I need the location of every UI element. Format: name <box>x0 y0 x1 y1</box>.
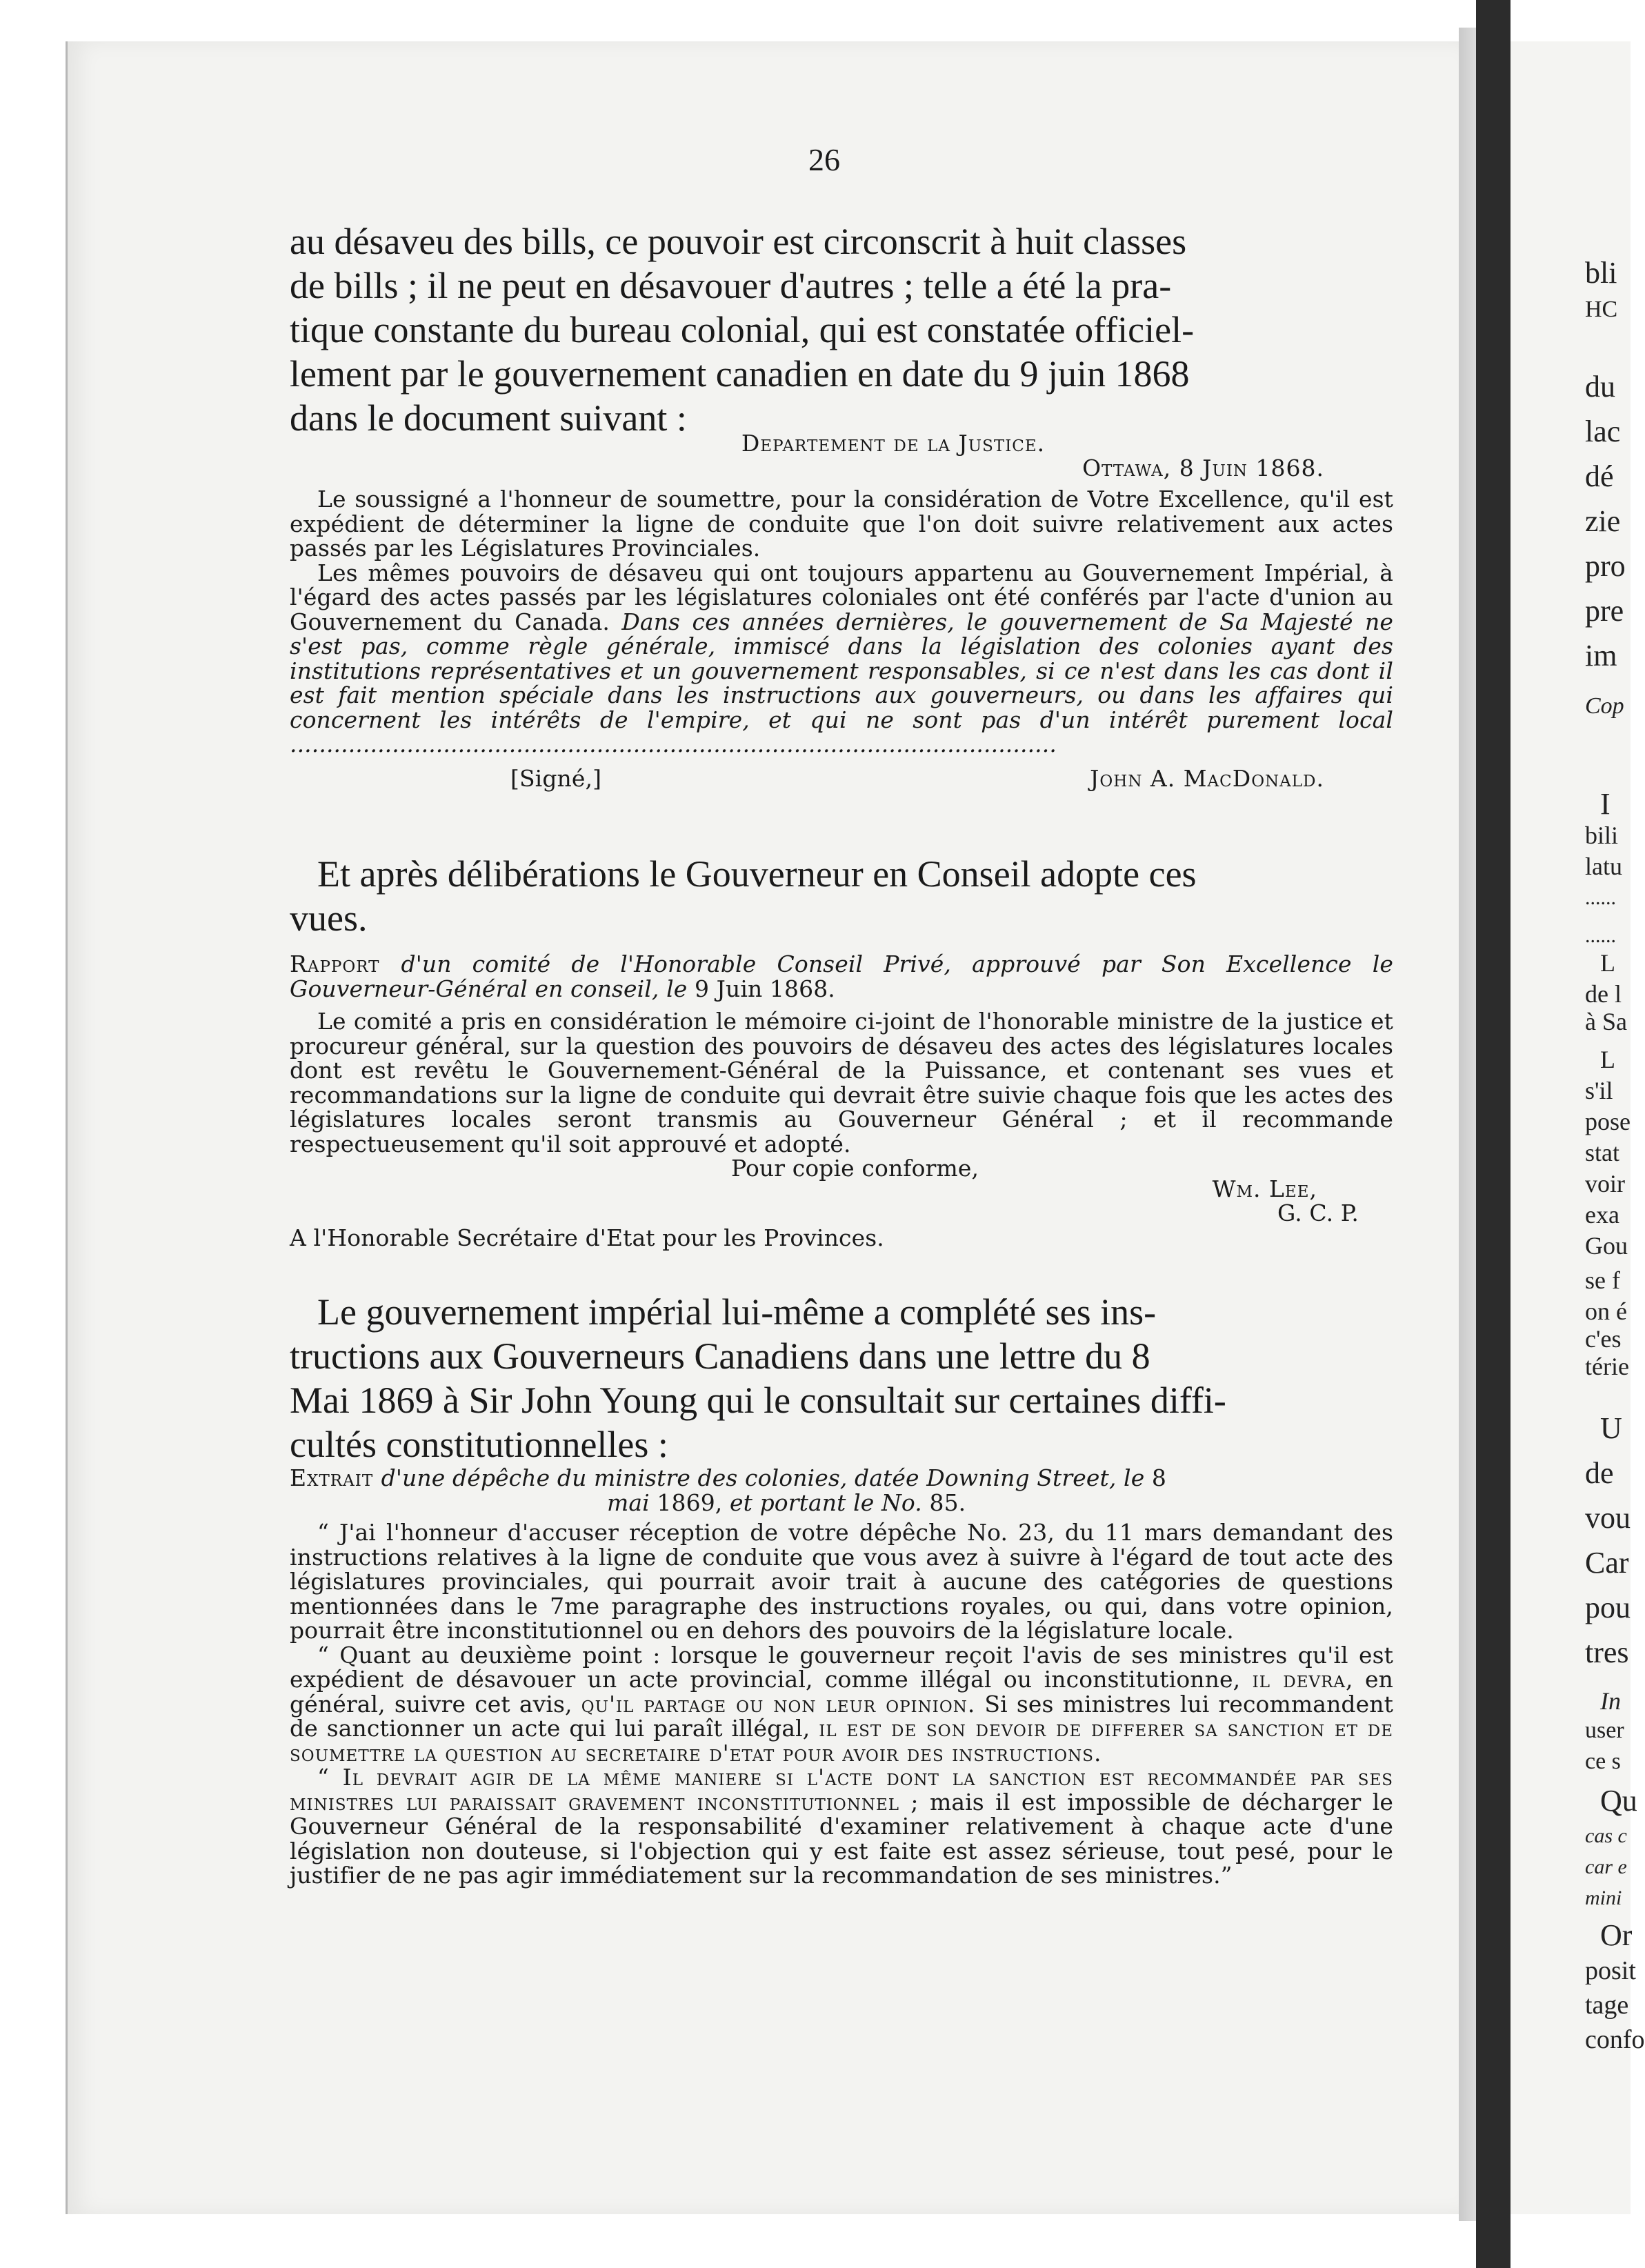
dispatch-number-label: et portant le No. <box>729 1489 922 1516</box>
text-line: dans le document suivant : <box>290 397 687 439</box>
fragment-line: bli <box>1585 256 1617 290</box>
imperial-paragraph <box>290 1290 1393 1466</box>
fragment-line: confo <box>1585 2025 1645 2054</box>
colonial-dispatch <box>290 1466 1393 1888</box>
fragment-line: on é <box>1585 1297 1627 1325</box>
fragment-line: ...... <box>1585 924 1616 947</box>
text-line: de bills ; il ne peut en désavouer d'autres ; telle a été la pra- <box>290 265 1172 306</box>
fragment-line: pre <box>1585 594 1624 628</box>
fragment-line: im <box>1585 639 1617 673</box>
report-lead: Rapport <box>290 951 401 977</box>
fragment-line: dé <box>1585 459 1614 493</box>
text-line: au désaveu des bills, ce pouvoir est circonscrit à huit classes <box>290 221 1187 262</box>
fragment-line: posit <box>1585 1956 1636 1985</box>
fragment-line: exa <box>1585 1201 1619 1228</box>
department-heading: Departement de la Justice. <box>741 430 1046 457</box>
fragment-line: de l <box>1585 980 1622 1008</box>
dispatch-text: “ Quant au deuxième point : lorsque le gouverneur reçoit l'avis de ses ministres qu'il est expédient de désavouer un acte provincial, comme illégal ou inconstitutionne, <box>290 1641 1393 1693</box>
dispatch-number: 85. <box>921 1489 966 1516</box>
fragment-line: à Sa <box>1585 1008 1627 1035</box>
fragment-line: I <box>1600 787 1611 821</box>
dispatch-emphasis: il devra <box>1252 1666 1346 1693</box>
dispatch-year: 1869, <box>649 1489 730 1516</box>
fragment-line: zie <box>1585 504 1621 538</box>
fragment-line: cas c <box>1585 1824 1627 1847</box>
scan-left-margin <box>0 0 66 2268</box>
fragment-line: U <box>1600 1411 1622 1445</box>
dispatch-paragraph: “ J'ai l'honneur d'accuser réception de votre dépêche No. 23, du 11 mars demandant des instructions relatives à la ligne de conduite que vous avez à suivre à l'égard de tout acte des législatures provinciales, qui pourrait avoir trait à aucune des catégories de questions mentionnées dans le 7me paragraphe des instructions royales, ou qui, dans votre opinion, pourrait être inconstitutionnel ou en dehors des pouvoirs de la législature locale. <box>290 1519 1393 1644</box>
fragment-line: vou <box>1585 1501 1631 1535</box>
dispatch-heading <box>290 1466 1393 1491</box>
fragment-line: térie <box>1585 1353 1629 1380</box>
dispatch-heading-cont <box>290 1491 1393 1515</box>
addressee-line: A l'Honorable Secrétaire d'Etat pour les Provinces. <box>290 1224 884 1251</box>
fragment-line: Or <box>1600 1918 1633 1952</box>
dispatch-paragraph <box>290 1765 1393 1888</box>
dispatch-lead: Extrait <box>290 1464 381 1491</box>
fragment-line: L <box>1600 1046 1615 1073</box>
dateline: Ottawa, 8 Juin 1868. <box>1082 454 1324 481</box>
fragment-line: ce s <box>1585 1749 1621 1774</box>
fragment-line: Car <box>1585 1546 1629 1580</box>
privy-council-report <box>290 952 1393 1250</box>
adjacent-page-fragment <box>1511 41 1645 2214</box>
fragment-line: Gou <box>1585 1232 1628 1260</box>
report-title-italic: d'un comité de l'Honorable Conseil Privé, approuvé par Son Excellence le Gouverneur-Général en conseil, le <box>290 951 1393 1002</box>
dispatch-text: Si ses ministres lui recommandent de sanctionner un acte qui lui paraît illégal, <box>290 1690 1393 1742</box>
fragment-line: pro <box>1585 549 1626 583</box>
clerk-name: Wm. Lee, <box>1212 1175 1317 1202</box>
dispatch-text: , en général, suivre cet avis, <box>290 1666 1393 1718</box>
fragment-line: bili <box>1585 822 1619 849</box>
memo-italic-text: Dans ces années dernières, le gouvernement de Sa Majesté ne s'est pas, comme règle générale, immiscé dans la législation des colonies ayant des institutions représentatives et un gouvernement responsables, si ce n'est dans les cas dont il est fait mention spéciale dans les instructions aux gouverneurs, ou dans les affaires qui concernent les intérêts de l'empire, et qui ne sont pas d'un intérêt purement local ..... <box>290 608 1393 758</box>
fragment-line: Cop <box>1585 693 1624 719</box>
report-paragraph: Le comité a pris en considération le mémoire ci-joint de l'honorable ministre de la justice et procureur général, sur la question des pouvoirs de désaveu des actes des législatures locales dont est revêtu le Gouvernement-Général de la Puissance, et contenant ses vues et recommandations sur la ligne de conduite qui devrait être suivie chaque fois que les actes des législatures locales seront transmis au Gouverneur Général ; et il recommande respectueusement qu'il soit approuvé et adopté. <box>290 1008 1393 1157</box>
council-adoption <box>290 852 1393 940</box>
signatory-name: John A. MacDonald. <box>1090 764 1324 792</box>
dispatch-title-italic: d'une dépêche du ministre des colonies, datée Downing Street, le <box>381 1464 1145 1491</box>
page-number: 26 <box>808 142 840 177</box>
signature-line <box>290 766 1393 791</box>
fragment-line: s'il <box>1585 1077 1613 1104</box>
fragment-line: lac <box>1585 415 1621 448</box>
fragment-line: pose <box>1585 1108 1631 1135</box>
memo-paragraph <box>290 561 1393 757</box>
dispatch-month: mai <box>607 1489 650 1516</box>
fragment-line: de <box>1585 1456 1614 1490</box>
fragment-line: In <box>1600 1687 1621 1715</box>
fragment-line: user <box>1585 1718 1624 1743</box>
fragment-line: stat <box>1585 1139 1619 1166</box>
clerk-title: G. C. P. <box>1277 1200 1359 1226</box>
dispatch-paragraph <box>290 1643 1393 1766</box>
fragment-line: latu <box>1585 853 1622 880</box>
fragment-line: tres <box>1585 1635 1629 1669</box>
dispatch-day: 8 <box>1144 1464 1167 1491</box>
signature-mark: [Signé,] <box>510 764 602 792</box>
text-line: cultés constitutionnelles : <box>290 1424 668 1465</box>
dispatch-emphasis: qu'il partage ou non leur opinion. <box>581 1690 976 1718</box>
fragment-line: L <box>1600 949 1615 977</box>
memo-text: Les mêmes pouvoirs de désaveu qui ont toujours appartenu au Gouvernement Impérial, à l'égard des actes passés par les législatures coloniales ont été conférés par l'acte d'union au Gouvernement du Canada. <box>290 559 1393 635</box>
text-line: lement par le gouvernement canadien en date du 9 juin 1868 <box>290 353 1190 395</box>
dispatch-emphasis: “ Il devrait agir de la même maniere si l'acte dont la sanction est recommandée par ses ministres lui paraissait gravement inconstitutionnel <box>290 1764 1393 1816</box>
copy-line: Pour copie conforme, <box>731 1155 979 1182</box>
fragment-line: c'es <box>1585 1325 1622 1353</box>
fragment-line: se f <box>1585 1266 1620 1294</box>
fragment-line: car e <box>1585 1856 1627 1878</box>
text-line: Le gouvernement impérial lui-même a complété ses ins- <box>317 1291 1157 1333</box>
fragment-line: ...... <box>1585 886 1616 909</box>
text-line: tique constante du bureau colonial, qui est constatée officiel- <box>290 309 1195 350</box>
fragment-line: HC <box>1585 297 1618 322</box>
justice-memorandum <box>290 431 1393 790</box>
fragment-line: voir <box>1585 1170 1625 1197</box>
fragment-line: Qu <box>1600 1784 1637 1818</box>
text-line: Et après délibérations le Gouverneur en Conseil adopte ces <box>317 853 1197 895</box>
intro-paragraph <box>290 219 1393 440</box>
memo-paragraph: Le soussigné a l'honneur de soumettre, pour la considération de Votre Excellence, qu'il est expédient de déterminer la ligne de conduite que l'on doit suivre relativement aux actes passés par les Législatures Provinciales. <box>290 486 1393 561</box>
dispatch-text: ; mais il est impossible de décharger le Gouverneur Général de la responsabilité d'examiner relativement à chaque acte d'une législation non douteuse, si l'objection qui y est faite est assez sérieuse, tout pesé, pour le justifier de ne pas agir immédiatement sur la recommandation de ses ministres.” <box>290 1788 1393 1889</box>
report-heading <box>290 952 1393 1001</box>
text-line: vues. <box>290 897 368 939</box>
fragment-line: du <box>1585 370 1615 404</box>
text-line: Mai 1869 à Sir John Young qui le consultait sur certaines diffi- <box>290 1380 1226 1421</box>
fragment-line: pou <box>1585 1591 1631 1624</box>
fragment-line: mini <box>1585 1887 1622 1909</box>
text-line: tructions aux Gouverneurs Canadiens dans une lettre du 8 <box>290 1335 1150 1377</box>
book-gutter <box>1476 0 1511 2268</box>
dispatch-emphasis: il est de son devoir de differer sa sanction et de soumettre la question au secretaire d'etat pour avoir des instructions. <box>290 1715 1393 1767</box>
report-date: 9 Juin 1868. <box>687 975 835 1002</box>
fragment-line: tage <box>1585 1991 1629 2020</box>
